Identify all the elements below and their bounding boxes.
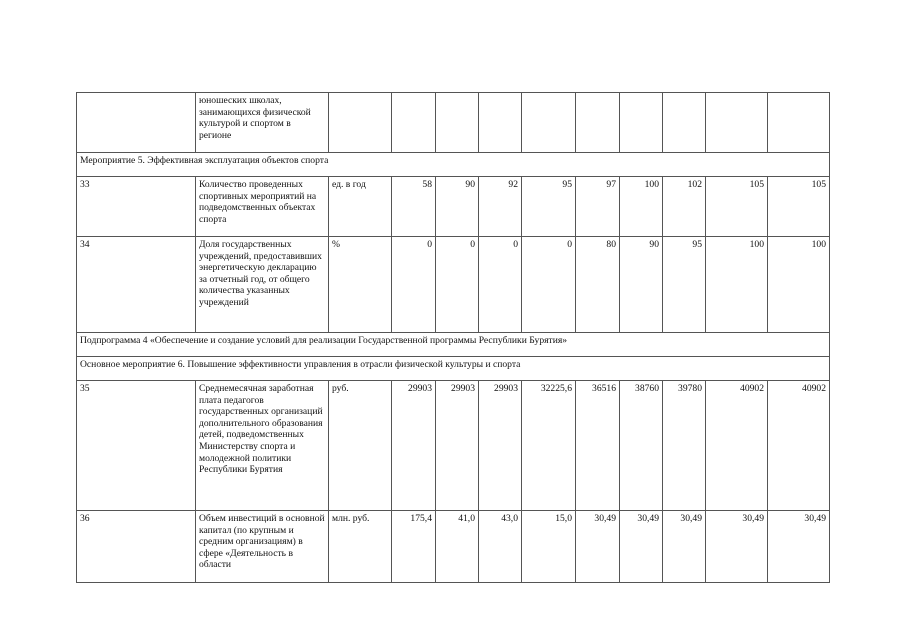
value-cell: 105 (768, 177, 830, 237)
indicators-table (76, 92, 830, 583)
table-row (77, 93, 830, 153)
table-row (77, 381, 830, 511)
value-cell (620, 93, 663, 153)
indicator-name-cell: юношеских школах, занимающихся физической культурой и спортом в регионе (196, 93, 329, 153)
value-cell: 41,0 (436, 511, 479, 583)
value-cell: 90 (620, 237, 663, 333)
value-cell: 30,49 (663, 511, 706, 583)
section-row (77, 357, 830, 381)
unit-cell: руб. (329, 381, 392, 511)
value-cell: 58 (392, 177, 436, 237)
value-cell: 0 (522, 237, 576, 333)
value-cell: 39780 (663, 381, 706, 511)
value-cell (479, 93, 522, 153)
value-cell: 30,49 (620, 511, 663, 583)
value-cell: 92 (479, 177, 522, 237)
row-number-cell: 34 (77, 237, 196, 333)
value-cell: 90 (436, 177, 479, 237)
value-cell (706, 93, 768, 153)
value-cell: 40902 (706, 381, 768, 511)
value-cell: 97 (576, 177, 620, 237)
section-heading: Основное мероприятие 6. Повышение эффективности управления в отрасли физической культуры и спорта (77, 357, 830, 381)
row-number-cell: 36 (77, 511, 196, 583)
value-cell (392, 93, 436, 153)
unit-cell: млн. руб. (329, 511, 392, 583)
indicator-name-cell: Объем инвестиций в основной капитал (по крупным и средним организациям) в сфере «Деятельность в области (196, 511, 329, 583)
row-number-cell: 35 (77, 381, 196, 511)
value-cell: 175,4 (392, 511, 436, 583)
value-cell (522, 93, 576, 153)
indicator-name-cell: Количество проведенных спортивных мероприятий на подведомственных объектах спорта (196, 177, 329, 237)
section-row (77, 153, 830, 177)
subprogram-heading: Подпрограмма 4 «Обеспечение и создание условий для реализации Государственной программы Республики Бурятия» (77, 333, 830, 357)
value-cell: 80 (576, 237, 620, 333)
value-cell: 43,0 (479, 511, 522, 583)
unit-cell (329, 93, 392, 153)
value-cell: 32225,6 (522, 381, 576, 511)
value-cell: 40902 (768, 381, 830, 511)
table-row (77, 237, 830, 333)
value-cell: 0 (479, 237, 522, 333)
value-cell: 30,49 (768, 511, 830, 583)
value-cell: 29903 (479, 381, 522, 511)
table-row (77, 511, 830, 583)
unit-cell: % (329, 237, 392, 333)
unit-cell: ед. в год (329, 177, 392, 237)
value-cell (663, 93, 706, 153)
value-cell: 29903 (436, 381, 479, 511)
table-row (77, 177, 830, 237)
value-cell: 95 (663, 237, 706, 333)
row-number-cell (77, 93, 196, 153)
section-heading: Мероприятие 5. Эффективная эксплуатация объектов спорта (77, 153, 830, 177)
value-cell (436, 93, 479, 153)
indicator-name-cell: Доля государственных учреждений, предоставивших энергетическую декларацию за отчетный год, от общего количества указанных учреждений (196, 237, 329, 333)
value-cell: 0 (436, 237, 479, 333)
value-cell (576, 93, 620, 153)
value-cell: 0 (392, 237, 436, 333)
value-cell: 30,49 (706, 511, 768, 583)
value-cell: 105 (706, 177, 768, 237)
row-number-cell: 33 (77, 177, 196, 237)
value-cell: 15,0 (522, 511, 576, 583)
section-row (77, 333, 830, 357)
value-cell: 100 (768, 237, 830, 333)
value-cell: 102 (663, 177, 706, 237)
value-cell: 95 (522, 177, 576, 237)
indicator-name-cell: Среднемесячная заработная плата педагогов государственных организаций дополнительного образования детей, подведомственных Министерству спорта и молодежной политики Республики Бурятия (196, 381, 329, 511)
value-cell: 100 (620, 177, 663, 237)
value-cell: 29903 (392, 381, 436, 511)
value-cell (768, 93, 830, 153)
value-cell: 38760 (620, 381, 663, 511)
value-cell: 30,49 (576, 511, 620, 583)
value-cell: 36516 (576, 381, 620, 511)
value-cell: 100 (706, 237, 768, 333)
